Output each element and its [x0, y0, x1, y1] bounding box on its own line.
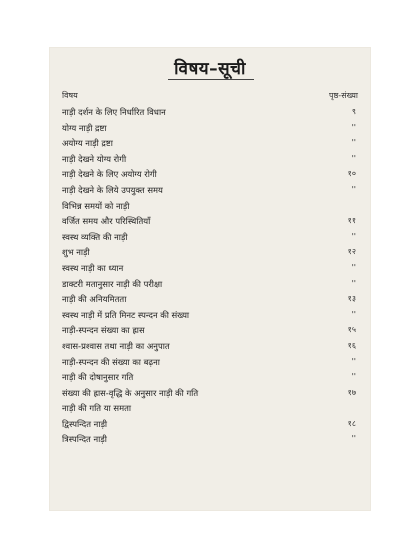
entry-label: नाड़ी-स्पन्दन की संख्या का बढ़ना [62, 356, 160, 367]
entry-label: स्वस्थ नाड़ी में प्रति मिनट स्पन्दन की संख्या [62, 309, 190, 320]
contents-entry [50, 387, 370, 403]
entry-label: श्वास-प्रश्वास तथा नाड़ी का अनुपात [62, 340, 170, 351]
entry-page-number: '' [351, 309, 356, 319]
entry-label: अयोग्य नाड़ी द्रष्टा [62, 138, 113, 149]
contents-entry [50, 371, 370, 387]
entry-page-number: '' [351, 372, 356, 382]
entry-label: द्विस्पन्दित नाड़ी [62, 418, 108, 429]
contents-entry [50, 340, 370, 356]
entry-page-number: ९ [351, 107, 356, 116]
entry-page-number: १६ [347, 340, 356, 350]
book-page [50, 48, 370, 510]
contents-entry [50, 137, 370, 153]
title-underline [168, 79, 254, 80]
page-title: विषय–सूची [174, 59, 246, 79]
entry-label: नाड़ी-स्पन्दन संख्या का ह्रास [62, 325, 145, 336]
entry-label: नाड़ी की अनियमितता [62, 294, 127, 305]
entry-label: वर्जित समय और परिस्थितियाँ [62, 216, 151, 227]
contents-entry [50, 106, 370, 122]
contents-entry [50, 200, 370, 216]
entry-page-number: ११ [347, 216, 356, 226]
page-number-column-header: पृष्ठ-संख्या [329, 91, 358, 100]
entry-label: नाड़ी देखने के लिये उपयुक्त समय [62, 184, 163, 195]
contents-entry [50, 309, 370, 325]
entry-page-number: '' [351, 434, 356, 444]
contents-entry [50, 246, 370, 262]
entry-page-number: १३ [347, 294, 356, 304]
entry-label: नाड़ी की गति या समता [62, 403, 132, 414]
entry-page-number: १० [347, 169, 356, 179]
entry-page-number: '' [351, 138, 356, 148]
entry-label: स्वस्थ नाड़ी का ध्यान [62, 262, 124, 273]
entry-page-number: '' [351, 122, 356, 132]
entry-page-number: १८ [347, 418, 356, 428]
entry-label: नाड़ी देखने के लिए अयोग्य रोगी [62, 169, 157, 180]
entry-page-number: '' [351, 356, 356, 366]
entry-label: नाड़ी देखने योग्य रोगी [62, 153, 127, 164]
entry-page-number: १५ [347, 325, 356, 335]
contents-entry [50, 231, 370, 247]
entry-label: शुभ नाड़ी [62, 247, 90, 258]
contents-entry [50, 356, 370, 372]
contents-entry [50, 215, 370, 231]
entry-label: त्रिस्पन्दित नाड़ी [62, 434, 107, 445]
contents-entry [50, 168, 370, 184]
subject-column-header: विषय [62, 91, 78, 100]
entry-page-number: '' [351, 231, 356, 241]
contents-entry [50, 324, 370, 340]
entry-page-number: १२ [347, 247, 356, 257]
contents-entry [50, 418, 370, 434]
contents-entry [50, 402, 370, 418]
entry-label: डाक्टरी मतानुसार नाड़ी की परीक्षा [62, 278, 163, 289]
contents-entry [50, 262, 370, 278]
contents-entry [50, 433, 370, 449]
contents-list [50, 106, 370, 449]
entry-label: नाड़ी दर्शन के लिए निर्धारित विधान [62, 107, 166, 117]
contents-entry [50, 153, 370, 169]
entry-page-number: '' [351, 153, 356, 163]
contents-entry [50, 122, 370, 138]
entry-label: विभिन्न समयों को नाड़ी [62, 200, 130, 211]
contents-entry [50, 293, 370, 309]
entry-page-number: '' [351, 278, 356, 288]
entry-label: योग्य नाड़ी द्रष्टा [62, 122, 107, 133]
contents-entry [50, 278, 370, 294]
entry-page-number: १७ [347, 387, 356, 397]
entry-label: स्वस्थ व्यक्ति की नाड़ी [62, 231, 128, 242]
entry-label: संख्या की ह्रास-वृद्धि के अनुसार नाड़ी की गति [62, 387, 199, 398]
contents-entry [50, 184, 370, 200]
entry-label: नाड़ी की दोषानुसार गति [62, 372, 134, 383]
entry-page-number: '' [351, 262, 356, 272]
entry-page-number: '' [351, 184, 356, 194]
